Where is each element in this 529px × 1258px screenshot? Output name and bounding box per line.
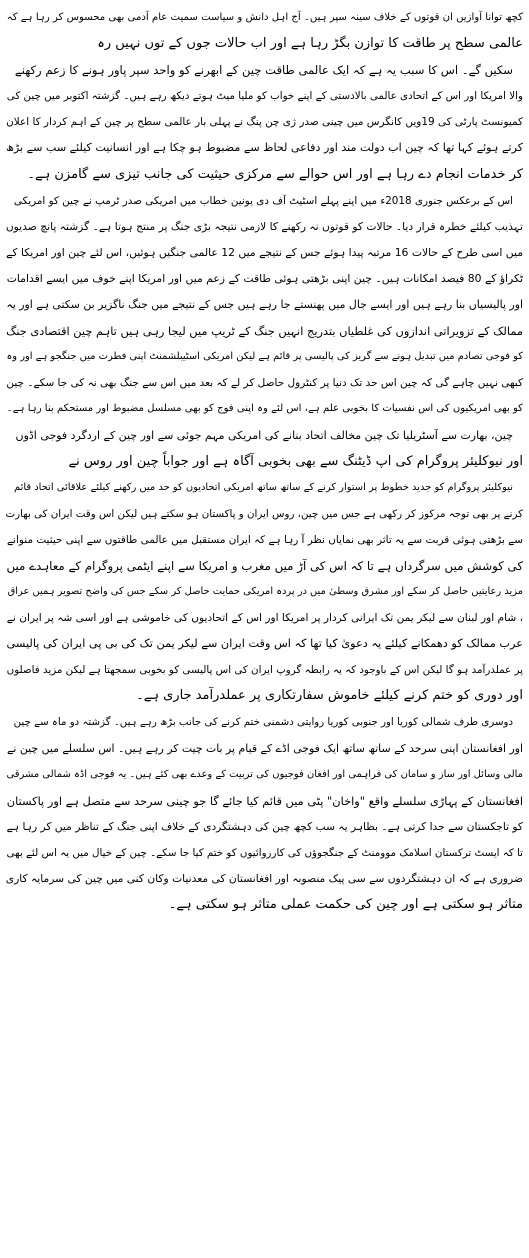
text-line: کچھ توانا آوازیں ان قوتوں کے خلاف سینہ سپر ہیں۔ آج اہل دانش و سیاست سمیت عام آدمی بھی محسوس کر رہا ہے کہ	[6, 12, 523, 23]
text-line: عالمی سطح پر طاقت کا توازن بگڑ رہا ہے اور اب حالات جوں کے توں نہیں رہ	[97, 36, 523, 52]
article-body	[6, 5, 523, 918]
text-line: میں اسی طرح کے حالات 16 مرتبہ پیدا ہوئے جس کے نتیجے میں 12 عالمی جنگیں ہوئیں، اس لئے چین اور امریکا کے	[6, 245, 523, 259]
text-line: دوسری طرف شمالی کوریا اور جنوبی کوریا روایتی دشمنی ختم کرنے کی جانب بڑھ رہے ہیں۔ گزشتہ دو ماہ سے چین	[13, 716, 513, 728]
text-line: کمیونسٹ پارٹی کی 19ویں کانگرس میں چینی صدر ژی چن پنگ نے پہلی بار عالمی سطح پر چین کے اہم کردار کا اعلان	[6, 116, 523, 129]
text-line: ، شام اور لبنان سے لیکر یمن تک ایرانی کردار پر امریکا اور اس کے اتحادیوں کی خاموشی ہے اور اسی شہ پر ایران نے	[6, 612, 523, 625]
article-paragraph	[6, 5, 523, 57]
text-line: ممالک کے تزویراتی اندازوں کی غلطیاں بتدریج انہیں جنگ کے ٹریپ میں لیجا رہی ہیں تاہم چین اقتصادی جنگ	[6, 324, 523, 339]
article-paragraph	[6, 710, 523, 919]
text-line: سے بڑھتی ہوئی قربت سے یہ تاثر بھی نمایاں نظر آ رہا ہے کہ ایران مستقبل میں عالمی طاقتوں سے اپنی حیثیت منوانے	[7, 533, 523, 546]
text-line: اور نیوکلیئر پروگرام کی اپ ڈیٹنگ سے بھی بخوبی آگاہ ہے اور جواباً چین اور روس نے	[68, 453, 523, 469]
text-line: متاثر ہو سکتی ہے اور چین کی حکمت عملی متاثر ہو سکتی ہے۔	[168, 897, 523, 913]
text-line: ٹکراؤ کے 80 فیصد امکانات ہیں۔ چین اپنی بڑھتی ہوئی طاقت کے زعم میں اور امریکا اپنے خوف میں ایسے اقدامات	[6, 271, 523, 285]
text-line: کو تاجکستان سے جدا کرتی ہے۔ بظاہر یہ سب کچھ چین کی دہشتگردی کے خلاف اپنی جنگ کے تناظر میں کر رہا ہے	[6, 819, 523, 833]
text-line: اور دوری کو ختم کرنے کیلئے خاموش سفارتکاری پر عملدرآمد جاری ہے۔	[136, 688, 523, 704]
text-line: تا کہ ایسٹ ترکستان اسلامک موومنٹ کے جنگجوؤں کی کارروائیوں کو ختم کیا جا سکے۔ چین کے خیال میں یہ اس لئے بھی	[6, 847, 523, 859]
article-paragraph	[6, 423, 523, 475]
text-line: کبھی نہیں چاہے گی کہ چین اس حد تک دنیا پر کنٹرول حاصل کر لے کہ بعد میں اس سے جنگ بھی نہ کی جا سکے۔ چین	[6, 377, 523, 390]
text-line: اور پالیسیاں بنا رہے ہیں اور ایسے جال میں پھنستے جا رہے ہیں جس کے نتیجے میں جنگ ناگزیر بن سکتی ہے اور یہ	[6, 298, 523, 312]
text-line: مزید رعایتیں حاصل کر سکے اور مشرق وسطیٰ میں در پردہ امریکی حمایت حاصل کر سکے جس کی واضح تصویر ہمیں عراق	[7, 586, 523, 598]
text-line: کر خدمات انجام دے رہا ہے اور اس حوالے سے مرکزی حیثیت کی جانب تیزی سے گامزن ہے۔	[27, 166, 523, 182]
text-line: عرب ممالک کو دھمکانے کیلئے یہ دعویٰ کیا تھا کہ اس وقت ایران سے لیکر یمن تک کی بی پی ایران کی پالیسی	[6, 637, 523, 651]
text-line: سکیں گے۔ اس کا سبب یہ ہے کہ ایک عالمی طاقت چین کے ابھرنے کو واحد سپر پاور ہونے کا زعم رکھنے	[14, 63, 513, 78]
text-line: والا امریکا اور اس کے اتحادی عالمی بالادستی کے اپنے خواب کو ملیا میٹ ہوتے دیکھ رہے ہیں۔ گزشتہ اکتوبر میں چین کی	[6, 90, 523, 103]
text-line: کرنے پر بھی توجہ مرکوز کر رکھی ہے جس میں چین، روس ایران و پاکستان ہو سکتے ہیں لیکن اس وقت ایران کی بھارت	[6, 507, 523, 520]
text-line: اور افغانستان اپنی سرحد کے ساتھ ساتھ ایک فوجی اڈے کے قیام پر بات چیت کر رہے ہیں۔ اس سلسلے میں چین نے	[6, 741, 523, 755]
text-line: پر عملدرآمد ہو گا لیکن اس کے باوجود کہ یہ رابطہ گروپ ایران کی اس پالیسی کو بخوبی سمجھتا ہے لیکن مزید فاصلوں	[6, 664, 523, 677]
text-line: کی کوشش میں سرگرداں ہے تا کہ اس کی آڑ میں مغرب و امریکا سے اپنے ایٹمی پروگرام کے معاہدے میں	[6, 558, 523, 573]
text-line: مالی وسائل اور ساز و سامان کی فراہمی اور افغان فوجیوں کی تربیت کے وعدے بھی کئے ہیں۔ یہ فوجی اڈہ شمالی مشرقی	[6, 768, 523, 780]
text-line: ضروری ہے کہ ان دہشتگردوں سے سی پیک منصوبہ اور افغانستان کی معدنیات وکان کنی میں چین کی سرمایہ کاری	[6, 872, 523, 886]
text-line: افغانستان کے پہاڑی سلسلے واقع "واخان" پٹی میں قائم کیا جائے گا جو چینی سرحد سے متصل ہے اور پاکستان	[6, 793, 523, 808]
text-line: کو بھی امریکیوں کی اس نفسیات کا بخوبی علم ہے، اس لئے وہ اپنی فوج کو بھی مسلسل مضبوط اور مستحکم بنا رہا ہے۔	[6, 403, 523, 415]
article-paragraph	[6, 475, 523, 710]
text-line: چین، بھارت سے آسٹریلیا تک چین مخالف اتحاد بنانے کی امریکی مہم جوئی سے اور چین کے اردگرد فوجی اڈوں	[15, 428, 513, 442]
text-line: اس کے برعکس جنوری 2018ء میں اپنے پہلے اسٹیٹ آف دی یونین خطاب میں امریکی صدر ٹرمپ نے چین کو امریکی	[13, 194, 513, 207]
text-line: نیوکلیئر پروگرام کو جدید خطوط پر استوار کرنے کے ساتھ ساتھ امریکی اتحادیوں کو حد میں رکھنے کیلئے علاقائی اتحاد قائم	[13, 481, 513, 493]
text-line: کو فوجی تصادم میں تبدیل ہونے سے گریز کی پالیسی پر قائم ہے لیکن امریکی اسٹیبلشمنٹ اپنی فطرت میں جنگجو ہے اور وہ	[6, 351, 523, 363]
article-paragraph	[6, 57, 523, 187]
text-line: کرتے ہوئے کہا تھا کہ چین اب دولت مند اور دفاعی لحاظ سے مضبوط ہو چکا ہے اور انسانیت کیلئے سب سے بڑھ	[6, 141, 523, 155]
text-line: تہذیب کیلئے خطرہ قرار دیا۔ حالات کو قوتوں نہ رکھنے کا لازمی نتیجہ بڑی جنگ پر منتج ہوتا ہے۔ گزشتہ پانچ صدیوں	[6, 219, 523, 233]
article-paragraph	[6, 188, 523, 423]
